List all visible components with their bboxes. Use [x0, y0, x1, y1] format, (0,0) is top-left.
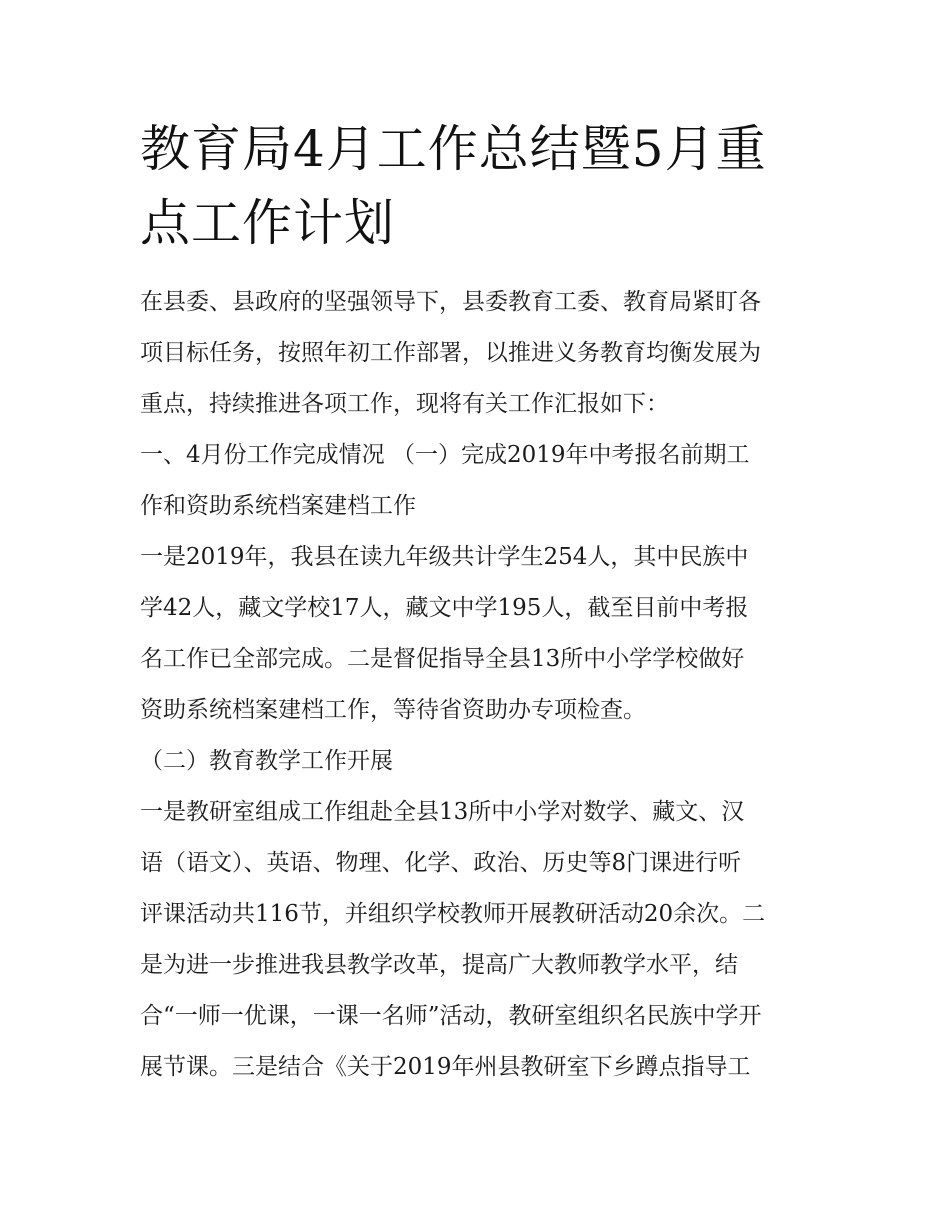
body-line: 是为进一步推进我县教学改革，提高广大教师教学水平，结: [140, 952, 738, 978]
body-line: 资助系统档案建档工作，等待省资助办专项检查。: [140, 697, 646, 723]
section-heading-line: 一、4月份工作完成情况 （一）完成2019年中考报名前期工: [140, 442, 750, 468]
body-line: 一是2019年，我县在读九年级共计学生254人，其中民族中: [140, 544, 749, 570]
body-line: 展节课。三是结合《关于2019年州县教研室下乡蹲点指导工: [140, 1054, 751, 1080]
body-line: 名工作已全部完成。二是督促指导全县13所中小学学校做好: [140, 646, 745, 672]
body-line: 项目标任务，按照年初工作部署，以推进义务教育均衡发展为: [140, 340, 761, 366]
title-line-1: 教育局4月工作总结暨5月重: [140, 120, 767, 178]
document-title: [140, 112, 820, 260]
body-line: 学42人，藏文学校17人，藏文中学195人，截至目前中考报: [140, 595, 749, 621]
body-line: 重点，持续推进各项工作，现将有关工作汇报如下：: [140, 391, 669, 417]
body-line: 语（语文）、英语、物理、化学、政治、历史等8门课进行听: [140, 850, 742, 876]
body-line: 在县委、县政府的坚强领导下，县委教育工委、教育局紧盯各: [140, 289, 761, 315]
title-line-2: 点工作计划: [140, 194, 395, 252]
section-heading-line: 作和资助系统档案建档工作: [140, 493, 416, 519]
section-heading-line: （二）教育教学工作开展: [140, 748, 393, 774]
document-body: [140, 277, 820, 1093]
body-line: 一是教研室组成工作组赴全县13所中小学对数学、藏文、汉: [140, 799, 745, 825]
body-line: 评课活动共116节，并组织学校教师开展教研活动20余次。二: [140, 901, 766, 927]
body-line: 合“一师一优课，一课一名师”活动，教研室组织名民族中学开: [140, 1003, 762, 1029]
